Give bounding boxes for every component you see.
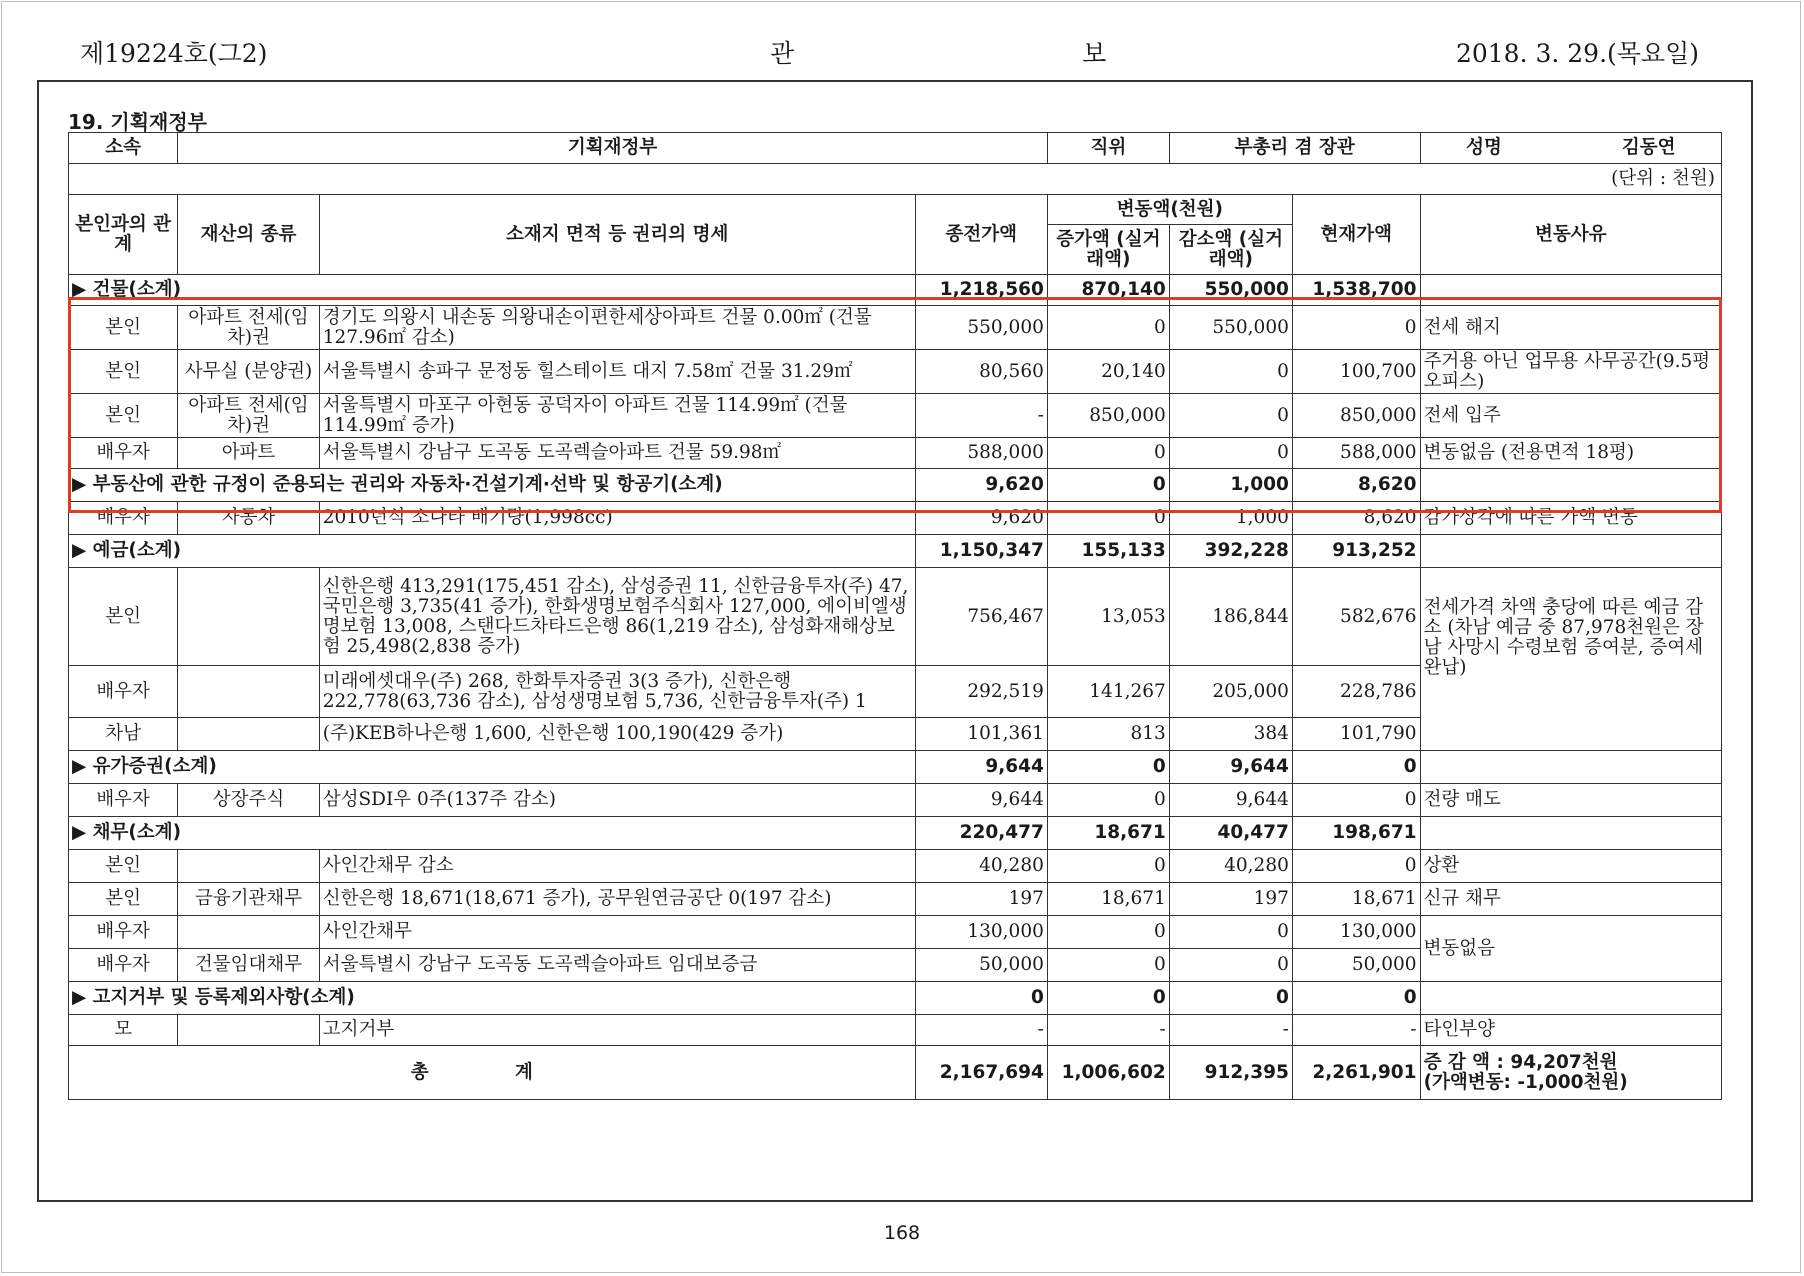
subtotal-label: ▶ 건물(소계) xyxy=(69,275,916,306)
cell-decrease: - xyxy=(1169,1015,1292,1046)
issue-number: 제19224호(그2) xyxy=(80,39,268,68)
cell-decrease: 197 xyxy=(1169,883,1292,916)
cell-type: 금융기관채무 xyxy=(178,883,319,916)
cell-decrease: 0 xyxy=(1169,438,1292,469)
total-note xyxy=(1420,1046,1721,1100)
col-change: 변동액(천원) xyxy=(1047,195,1292,225)
cell-decrease: 40,280 xyxy=(1169,850,1292,883)
subtotal-increase: 0 xyxy=(1047,469,1169,502)
cell-decrease: 1,000 xyxy=(1169,502,1292,535)
cell-type: 건물임대채무 xyxy=(178,949,319,982)
column-header-row-1 xyxy=(69,195,1722,225)
subtotal-decrease: 40,477 xyxy=(1169,817,1292,850)
subtotal-reason xyxy=(1420,535,1721,568)
subtotal-row-buildings xyxy=(69,275,1722,306)
cell-prev: - xyxy=(915,394,1047,438)
cell-prev: 9,620 xyxy=(915,502,1047,535)
cell-decrease: 0 xyxy=(1169,949,1292,982)
cell-relation: 배우자 xyxy=(69,949,178,982)
subtotal-decrease: 9,644 xyxy=(1169,751,1292,784)
table-row xyxy=(69,883,1722,916)
subtotal-prev: 1,150,347 xyxy=(915,535,1047,568)
subtotal-increase: 155,133 xyxy=(1047,535,1169,568)
cell-increase: 0 xyxy=(1047,502,1169,535)
cell-detail: 고지거부 xyxy=(319,1015,915,1046)
cell-relation: 모 xyxy=(69,1015,178,1046)
total-prev: 2,167,694 xyxy=(915,1046,1047,1100)
name-cell xyxy=(1420,133,1721,164)
cell-type: 아파트 전세(임차)권 xyxy=(178,306,319,350)
subtotal-decrease: 0 xyxy=(1169,982,1292,1015)
total-label-text: 총 계 xyxy=(410,1061,573,1083)
cell-prev: 197 xyxy=(915,883,1047,916)
cell-relation: 배우자 xyxy=(69,666,178,718)
subtotal-decrease: 1,000 xyxy=(1169,469,1292,502)
position-label: 직위 xyxy=(1047,133,1169,164)
cell-prev: 756,467 xyxy=(915,568,1047,666)
cell-current: 101,790 xyxy=(1292,718,1420,751)
subtotal-reason xyxy=(1420,469,1721,502)
table-row xyxy=(69,568,1722,666)
cell-prev: - xyxy=(915,1015,1047,1046)
cell-relation: 본인 xyxy=(69,394,178,438)
subtotal-increase: 18,671 xyxy=(1047,817,1169,850)
cell-increase: 18,671 xyxy=(1047,883,1169,916)
cell-prev: 130,000 xyxy=(915,916,1047,949)
subtotal-row-deposits xyxy=(69,535,1722,568)
cell-detail: 서울특별시 송파구 문정동 힐스테이트 대지 7.58㎡ 건물 31.29㎡ xyxy=(319,350,915,394)
cell-prev: 9,644 xyxy=(915,784,1047,817)
cell-detail: 2010년식 소나타 배기량(1,998cc) xyxy=(319,502,915,535)
cell-prev: 80,560 xyxy=(915,350,1047,394)
cell-reason: 타인부양 xyxy=(1420,1015,1721,1046)
cell-current: 130,000 xyxy=(1292,916,1420,949)
subtotal-row-securities xyxy=(69,751,1722,784)
cell-prev: 292,519 xyxy=(915,666,1047,718)
cell-reason: 전세 해지 xyxy=(1420,306,1721,350)
cell-increase: 0 xyxy=(1047,306,1169,350)
subtotal-current: 1,538,700 xyxy=(1292,275,1420,306)
subtotal-prev: 1,218,560 xyxy=(915,275,1047,306)
subtotal-current: 913,252 xyxy=(1292,535,1420,568)
subtotal-label: ▶ 고지거부 및 등록제외사항(소계) xyxy=(69,982,916,1015)
subtotal-decrease: 550,000 xyxy=(1169,275,1292,306)
name-value: 김동연 xyxy=(1621,137,1676,158)
cell-type xyxy=(178,916,319,949)
cell-current: 8,620 xyxy=(1292,502,1420,535)
table-row xyxy=(69,394,1722,438)
subtotal-increase: 0 xyxy=(1047,982,1169,1015)
cell-detail: 미래에셋대우(주) 268, 한화투자증권 3(3 증가), 신한은행 222,778(63,736 감소), 삼성생명보험 5,736, 신한금융투자(주) 1 xyxy=(319,666,915,718)
subtotal-reason xyxy=(1420,275,1721,306)
cell-increase: 813 xyxy=(1047,718,1169,751)
cell-increase: 20,140 xyxy=(1047,350,1169,394)
unit-label: (단위 : 천원) xyxy=(69,164,1722,195)
cell-current: 0 xyxy=(1292,784,1420,817)
col-current: 현재가액 xyxy=(1292,195,1420,275)
cell-increase: 0 xyxy=(1047,850,1169,883)
subtotal-label: ▶ 유가증권(소계) xyxy=(69,751,916,784)
col-increase: 증가액 (실거래액) xyxy=(1047,225,1169,275)
cell-decrease: 550,000 xyxy=(1169,306,1292,350)
col-relation: 본인과의 관계 xyxy=(69,195,178,275)
cell-increase: 0 xyxy=(1047,916,1169,949)
cell-decrease: 186,844 xyxy=(1169,568,1292,666)
cell-type: 사무실 (분양권) xyxy=(178,350,319,394)
cell-reason: 신규 채무 xyxy=(1420,883,1721,916)
unit-row xyxy=(69,164,1722,195)
cell-increase: - xyxy=(1047,1015,1169,1046)
cell-detail: 경기도 의왕시 내손동 의왕내손이편한세상아파트 건물 0.00㎡ (건물 127.96㎡ 감소) xyxy=(319,306,915,350)
subtotal-increase: 870,140 xyxy=(1047,275,1169,306)
cell-decrease: 205,000 xyxy=(1169,666,1292,718)
table-row xyxy=(69,850,1722,883)
table-row xyxy=(69,916,1722,949)
cell-current: 0 xyxy=(1292,850,1420,883)
subtotal-reason xyxy=(1420,751,1721,784)
subtotal-label: ▶ 부동산에 관한 규정이 준용되는 권리와 자동차·건설기계·선박 및 항공기(소계) xyxy=(69,469,916,502)
subtotal-current: 0 xyxy=(1292,982,1420,1015)
cell-current: 582,676 xyxy=(1292,568,1420,666)
cell-current: 0 xyxy=(1292,306,1420,350)
subtotal-current: 8,620 xyxy=(1292,469,1420,502)
cell-current: 850,000 xyxy=(1292,394,1420,438)
cell-decrease: 0 xyxy=(1169,394,1292,438)
subtotal-label: ▶ 예금(소계) xyxy=(69,535,916,568)
cell-reason: 감가상각에 따른 가액 변동 xyxy=(1420,502,1721,535)
subtotal-prev: 220,477 xyxy=(915,817,1047,850)
subtotal-prev: 9,644 xyxy=(915,751,1047,784)
cell-type xyxy=(178,1015,319,1046)
debt-merged-reason: 변동없음 xyxy=(1420,916,1721,982)
cell-detail: 신한은행 413,291(175,451 감소), 삼성증권 11, 신한금융투자(주) 47, 국민은행 3,735(41 증가), 한화생명보험주식회사 127,000, 에이비엘생명보험 13,008, 스탠다드차타드은행 86(1,219 감소), 삼성화재해상보험 25,498(2,838 증가) xyxy=(319,568,915,666)
cell-increase: 850,000 xyxy=(1047,394,1169,438)
total-decrease: 912,395 xyxy=(1169,1046,1292,1100)
cell-increase: 0 xyxy=(1047,949,1169,982)
cell-type xyxy=(178,568,319,666)
cell-relation: 본인 xyxy=(69,350,178,394)
cell-relation: 배우자 xyxy=(69,502,178,535)
cell-current: 588,000 xyxy=(1292,438,1420,469)
total-current: 2,261,901 xyxy=(1292,1046,1420,1100)
table-row xyxy=(69,306,1722,350)
cell-detail: 서울특별시 마포구 아현동 공덕자이 아파트 건물 114.99㎡ (건물 114.99㎡ 증가) xyxy=(319,394,915,438)
cell-decrease: 384 xyxy=(1169,718,1292,751)
cell-relation: 배우자 xyxy=(69,438,178,469)
affiliation-label: 소속 xyxy=(69,133,178,164)
table-row xyxy=(69,502,1722,535)
asset-table xyxy=(68,132,1722,1100)
cell-relation: 배우자 xyxy=(69,916,178,949)
subtotal-prev: 9,620 xyxy=(915,469,1047,502)
cell-type xyxy=(178,718,319,751)
cell-type: 자동차 xyxy=(178,502,319,535)
cell-current: 100,700 xyxy=(1292,350,1420,394)
total-label xyxy=(69,1046,916,1100)
cell-increase: 13,053 xyxy=(1047,568,1169,666)
cell-detail: 서울특별시 강남구 도곡동 도곡렉슬아파트 건물 59.98㎡ xyxy=(319,438,915,469)
col-prev: 종전가액 xyxy=(915,195,1047,275)
cell-detail: 사인간채무 xyxy=(319,916,915,949)
total-change-note: 증 감 액 : 94,207천원 xyxy=(1423,1051,1618,1073)
col-decrease: 감소액 (실거래액) xyxy=(1169,225,1292,275)
cell-prev: 101,361 xyxy=(915,718,1047,751)
cell-increase: 0 xyxy=(1047,438,1169,469)
col-reason: 변동사유 xyxy=(1420,195,1721,275)
cell-reason: 전세 입주 xyxy=(1420,394,1721,438)
page-number: 168 xyxy=(883,1222,921,1244)
cell-prev: 40,280 xyxy=(915,850,1047,883)
cell-relation: 차남 xyxy=(69,718,178,751)
cell-increase: 141,267 xyxy=(1047,666,1169,718)
cell-detail: (주)KEB하나은행 1,600, 신한은행 100,190(429 증가) xyxy=(319,718,915,751)
cell-relation: 배우자 xyxy=(69,784,178,817)
issue-date: 2018. 3. 29.(목요일) xyxy=(1455,39,1699,68)
table-row xyxy=(69,438,1722,469)
subtotal-current: 198,671 xyxy=(1292,817,1420,850)
cell-prev: 588,000 xyxy=(915,438,1047,469)
cell-type: 상장주식 xyxy=(178,784,319,817)
subtotal-row-vehicles xyxy=(69,469,1722,502)
position-value: 부총리 겸 장관 xyxy=(1169,133,1420,164)
cell-relation: 본인 xyxy=(69,306,178,350)
cell-detail: 신한은행 18,671(18,671 증가), 공무원연금공단 0(197 감소) xyxy=(319,883,915,916)
subtotal-current: 0 xyxy=(1292,751,1420,784)
cell-relation: 본인 xyxy=(69,850,178,883)
cell-current: 228,786 xyxy=(1292,666,1420,718)
cell-decrease: 0 xyxy=(1169,916,1292,949)
cell-relation: 본인 xyxy=(69,883,178,916)
cell-current: 18,671 xyxy=(1292,883,1420,916)
table-row xyxy=(69,784,1722,817)
name-label: 성명 xyxy=(1466,137,1502,158)
cell-prev: 550,000 xyxy=(915,306,1047,350)
cell-type xyxy=(178,850,319,883)
subtotal-reason xyxy=(1420,982,1721,1015)
cell-current: - xyxy=(1292,1015,1420,1046)
deposit-reason: 전세가격 차액 충당에 따른 예금 감소 (차남 예금 중 87,978천원은 장남 사망시 수령보험 증여분, 증여세 완납) xyxy=(1420,568,1721,751)
table-row xyxy=(69,350,1722,394)
subtotal-row-refusal xyxy=(69,982,1722,1015)
subtotal-reason xyxy=(1420,817,1721,850)
cell-decrease: 0 xyxy=(1169,350,1292,394)
subtotal-increase: 0 xyxy=(1047,751,1169,784)
gazette-title: 관 보 xyxy=(770,39,1247,68)
cell-type xyxy=(178,666,319,718)
total-row xyxy=(69,1046,1722,1100)
cell-detail: 삼성SDI우 0주(137주 감소) xyxy=(319,784,915,817)
cell-increase: 0 xyxy=(1047,784,1169,817)
affiliation-value: 기획재정부 xyxy=(178,133,1048,164)
section-title: 19. 기획재정부 xyxy=(68,110,207,134)
cell-reason: 변동없음 (전용면적 18평) xyxy=(1420,438,1721,469)
cell-type: 아파트 전세(임차)권 xyxy=(178,394,319,438)
total-increase: 1,006,602 xyxy=(1047,1046,1169,1100)
cell-relation: 본인 xyxy=(69,568,178,666)
cell-reason: 전량 매도 xyxy=(1420,784,1721,817)
cell-current: 50,000 xyxy=(1292,949,1420,982)
cell-decrease: 9,644 xyxy=(1169,784,1292,817)
cell-reason: 주거용 아닌 업무용 사무공간(9.5평 오피스) xyxy=(1420,350,1721,394)
col-type: 재산의 종류 xyxy=(178,195,319,275)
subtotal-row-debts xyxy=(69,817,1722,850)
cell-prev: 50,000 xyxy=(915,949,1047,982)
cell-detail: 사인간채무 감소 xyxy=(319,850,915,883)
subtotal-label: ▶ 채무(소계) xyxy=(69,817,916,850)
info-row xyxy=(69,133,1722,164)
cell-reason: 상환 xyxy=(1420,850,1721,883)
table-row xyxy=(69,1015,1722,1046)
cell-detail: 서울특별시 강남구 도곡동 도곡렉슬아파트 임대보증금 xyxy=(319,949,915,982)
subtotal-decrease: 392,228 xyxy=(1169,535,1292,568)
total-valuation-note: (가액변동: -1,000천원) xyxy=(1423,1071,1628,1093)
col-detail: 소재지 면적 등 권리의 명세 xyxy=(319,195,915,275)
cell-type: 아파트 xyxy=(178,438,319,469)
subtotal-prev: 0 xyxy=(915,982,1047,1015)
